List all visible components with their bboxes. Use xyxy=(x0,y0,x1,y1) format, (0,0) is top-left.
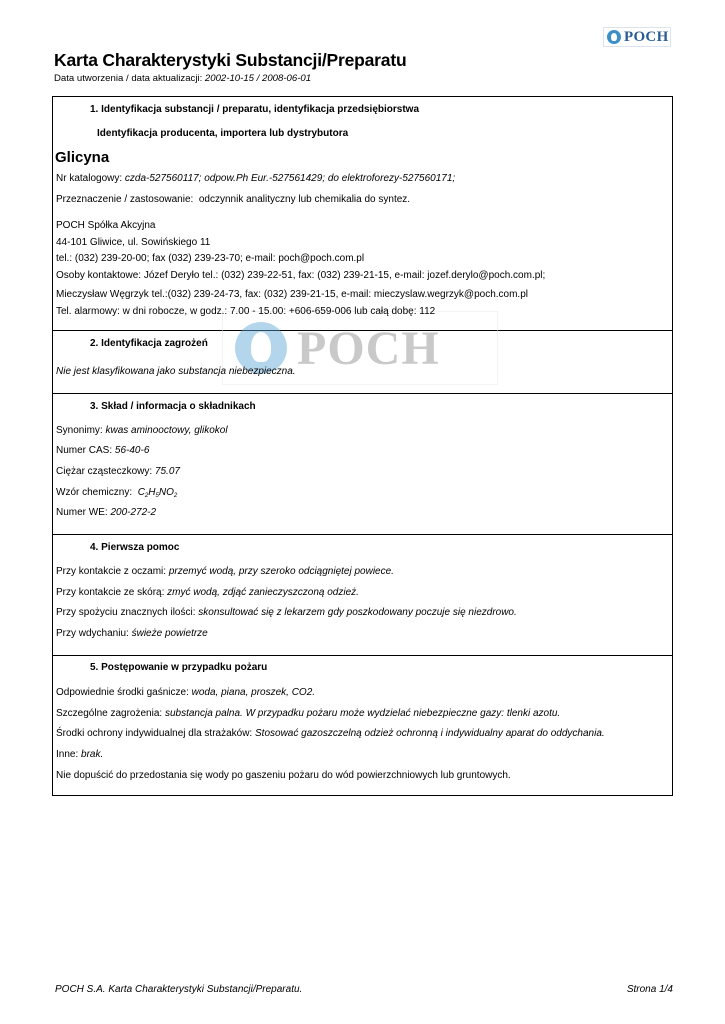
logo-text: POCH xyxy=(624,28,669,45)
purpose-label: Przeznaczenie / zastosowanie: xyxy=(56,194,194,205)
we-number-line xyxy=(56,507,156,518)
first-aid-skin xyxy=(56,587,359,598)
formula-value: $C_2H_5NO_2$ xyxy=(137,487,178,499)
document-dates xyxy=(54,73,311,84)
footer-document-name: POCH S.A. Karta Charakterystyki Substancji/Preparatu. xyxy=(55,984,303,995)
date-value: 2002-10-15 / 2008-06-01 xyxy=(204,73,312,84)
first-aid-inhalation-label: Przy wdychaniu: xyxy=(56,628,129,639)
watermark-text: POCH xyxy=(297,321,440,375)
section-divider xyxy=(52,330,673,331)
other-info-label: Inne: xyxy=(56,749,79,760)
section-divider xyxy=(52,393,673,394)
special-hazards-label: Szczególne zagrożenia: xyxy=(56,708,163,719)
special-hazards-value: substancja palna. W przypadku pożaru może wydzielać niebezpieczne gazy: tlenki azotu. xyxy=(164,708,561,719)
first-aid-ingestion xyxy=(56,607,517,618)
document-title: Karta Charakterystyki Substancji/Preparatu xyxy=(54,50,407,70)
firefighter-ppe-label: Środki ochrony indywidualnej dla strażaków: xyxy=(56,728,253,739)
contact-person-1: Osoby kontaktowe: Józef Deryło tel.: (032) 239-22-51, fax: (032) 239-21-15, e-mail: jozef.derylo@poch.com.pl; xyxy=(56,270,546,281)
we-number-label: Numer WE: xyxy=(56,507,108,518)
section-4-heading: 4. Pierwsza pomoc xyxy=(90,542,180,553)
first-aid-inhalation xyxy=(56,628,208,639)
first-aid-eyes xyxy=(56,566,394,577)
extinguishing-media-value: woda, piana, proszek, CO2. xyxy=(191,687,316,698)
first-aid-ingestion-label: Przy spożyciu znacznych ilości: xyxy=(56,607,196,618)
molecular-weight-line xyxy=(56,466,180,477)
purpose-value: odczynnik analityczny lub chemikalia do syntez. xyxy=(198,194,411,205)
company-contact: tel.: (032) 239-20-00; fax (032) 239-23-70; e-mail: poch@poch.com.pl xyxy=(56,253,365,264)
first-aid-eyes-value: przemyć wodą, przy szeroko odciągniętej powiece. xyxy=(168,566,394,577)
date-label: Data utworzenia / data aktualizacji: xyxy=(54,73,203,84)
first-aid-skin-value: zmyć wodą, zdjąć zanieczyszczoną odzież. xyxy=(167,587,359,598)
emergency-phone: Tel. alarmowy: w dni robocze, w godz.: 7.00 - 15.00: +606-659-006 lub całą dobę: 112 xyxy=(56,306,436,317)
firefighter-ppe xyxy=(56,728,605,739)
contact-person-2: Mieczysław Węgrzyk tel.:(032) 239-24-73, fax: (032) 239-21-15, e-mail: mieczyslaw.wegrzyk@poch.com.pl xyxy=(56,289,528,300)
section-2-heading: 2. Identyfikacja zagrożeń xyxy=(90,338,208,349)
formula-line xyxy=(56,487,177,499)
catalog-label: Nr katalogowy: xyxy=(56,173,123,184)
first-aid-skin-label: Przy kontakcie ze skórą: xyxy=(56,587,165,598)
first-aid-inhalation-value: świeże powietrze xyxy=(131,628,208,639)
molecular-weight-value: 75.07 xyxy=(154,466,180,477)
water-runoff-note: Nie dopuścić do przedostania się wody po gaszeniu pożaru do wód powierzchniowych lub gruntowych. xyxy=(56,770,511,781)
cas-line xyxy=(56,445,149,456)
first-aid-eyes-label: Przy kontakcie z oczami: xyxy=(56,566,167,577)
company-name: POCH Spółka Akcyjna xyxy=(56,220,156,231)
poch-logo-icon xyxy=(607,30,621,44)
footer-page-number: Strona 1/4 xyxy=(626,984,673,995)
first-aid-ingestion-value: skonsultować się z lekarzem gdy poszkodowany poczuje się niezdrowo. xyxy=(198,607,517,618)
section-divider xyxy=(52,655,673,656)
extinguishing-media xyxy=(56,687,315,698)
synonyms-label: Synonimy: xyxy=(56,425,103,436)
hazard-classification: Nie jest klasyfikowana jako substancja niebezpieczna. xyxy=(56,366,296,377)
catalog-line xyxy=(56,173,455,184)
cas-label: Numer CAS: xyxy=(56,445,113,456)
section-1-subheading: Identyfikacja producenta, importera lub dystrybutora xyxy=(97,128,349,139)
extinguishing-media-label: Odpowiednie środki gaśnicze: xyxy=(56,687,189,698)
formula-label: Wzór chemiczny: xyxy=(56,487,133,498)
section-divider xyxy=(52,534,673,535)
company-address: 44-101 Gliwice, ul. Sowińskiego 11 xyxy=(56,237,211,248)
synonyms-line xyxy=(56,425,228,436)
synonyms-value: kwas aminooctowy, glikokol xyxy=(105,425,228,436)
section-5-heading: 5. Postępowanie w przypadku pożaru xyxy=(90,662,268,673)
we-number-value: 200-272-2 xyxy=(110,507,157,518)
cas-value: 56-40-6 xyxy=(114,445,150,456)
purpose-line xyxy=(56,194,410,205)
section-1-heading: 1. Identyfikacja substancji / preparatu, identyfikacja przedsiębiorstwa xyxy=(90,104,419,115)
firefighter-ppe-value: Stosować gazoszczelną odzież ochronną i indywidualny aparat do oddychania. xyxy=(255,728,605,739)
product-name: Glicyna xyxy=(55,149,110,166)
other-info xyxy=(56,749,103,760)
other-info-value: brak. xyxy=(81,749,104,760)
molecular-weight-label: Ciężar cząsteczkowy: xyxy=(56,466,153,477)
special-hazards xyxy=(56,708,560,719)
section-3-heading: 3. Skład / informacja o składnikach xyxy=(90,401,256,412)
poch-logo xyxy=(603,27,671,47)
catalog-value: czda-527560117; odpow.Ph Eur.-527561429; do elektroforezy-527560171; xyxy=(124,173,456,184)
